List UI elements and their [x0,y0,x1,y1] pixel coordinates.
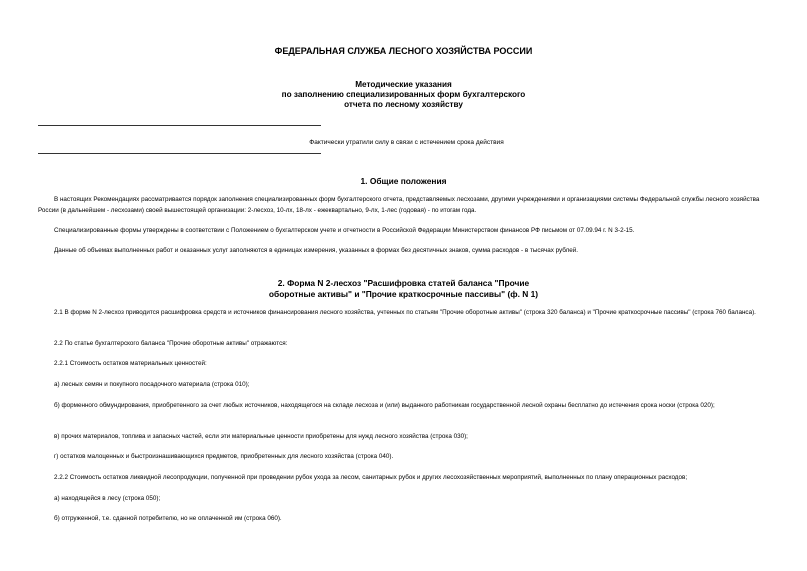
paragraph-2-2: 2.2 По статье бухгалтерского баланса "Прочие оборотные активы" отражаются: [54,340,288,347]
organization-name: ФЕДЕРАЛЬНАЯ СЛУЖБА ЛЕСНОГО ХОЗЯЙСТВА РОССИИ [274,46,533,56]
item-a-seeds: а) лесных семян и покупного посадочного материала (строка 010); [54,381,250,388]
status-note: Фактически утратили силу в связи с истечением срока действия [309,139,504,146]
document-title-line-2: по заполнению специализированных форм бухгалтерского [281,90,526,99]
section-1-paragraph-2: Специализированные формы утверждены в соответствии с Положением о бухгалтерском учете и отчетности в Российской Федерации Министерством финансов РФ письмом от 07.09.94 г. N 3-2-15. [54,227,635,234]
section-1-paragraph-3: Данные об объемах выполненных работ и оказанных услуг заполняются в единицах измерения, указанных в формах без десятичных знаков, сумма расходов - в тысячах рублей. [54,247,579,254]
item-b-uniform: б) форменного обмундирования, приобретенного за счет любых источников, находящегося на складе лесхоза и (или) выданного работникам государственной лесной охраны бесплатно до истечения срока носки (строка 020); [54,402,715,409]
paragraph-2-2-1: 2.2.1 Стоимость остатков материальных ценностей: [54,360,207,367]
separator-top [38,125,321,126]
section-1-heading: 1. Общие положения [360,176,447,186]
document-title-line-3: отчета по лесному хозяйству [344,100,463,109]
section-2-heading-line-1: 2. Форма N 2-лесхоз "Расшифровка статей баланса "Прочие [277,278,530,288]
paragraph-2-2-2: 2.2.2 Стоимость остатков ликвидной лесопродукции, полученной при проведении рубок ухода за лесом, санитарных рубок и других лесохозяйственных мероприятий, выполненных по плану операционных расходов; [54,474,688,481]
paragraph-2-1: 2.1 В форме N 2-лесхоз приводится расшифровка средств и источников финансирования лесного хозяйства, учтенных по статьям "Прочие оборотные активы" (строка 320 баланса) и "Прочие краткосрочные пассивы" (строка 760 баланса). [54,309,756,316]
item-g-low-value: г) остатков малоценных и быстроизнашивающихся предметов, приобретенных для лесного хозяйства (строка 040). [54,453,394,460]
section-1-paragraph-1: В настоящих Рекомендациях рассматривается порядок заполнения специализированных форм бухгалтерского отчета, представляемых лесхозами, другими учреждениями и организациями системы Федеральной службы лесного хозяйства России (в дальнейшем - лесхозами) своей вышестоящей организации: 2-лесхоз, 10-лх, 18-лх - ежеквартально, 9-лх, 1-лес (годовая) - по итогам года. [38,196,760,214]
item-a-forest: а) находящейся в лесу (строка 050); [54,495,161,502]
section-2-heading-line-2: оборотные активы" и "Прочие краткосрочные пассивы" (ф. N 1) [268,289,539,299]
item-b-shipped: б) отгруженной, т.е. сданной потребителю, но не оплаченной им (строка 060). [54,515,282,522]
item-v-materials: в) прочих материалов, топлива и запасных частей, если эти материальные ценности приобретены для нужд лесного хозяйства (строка 030); [54,433,468,440]
document-title-line-1: Методические указания [355,80,452,89]
separator-bottom [38,153,321,154]
